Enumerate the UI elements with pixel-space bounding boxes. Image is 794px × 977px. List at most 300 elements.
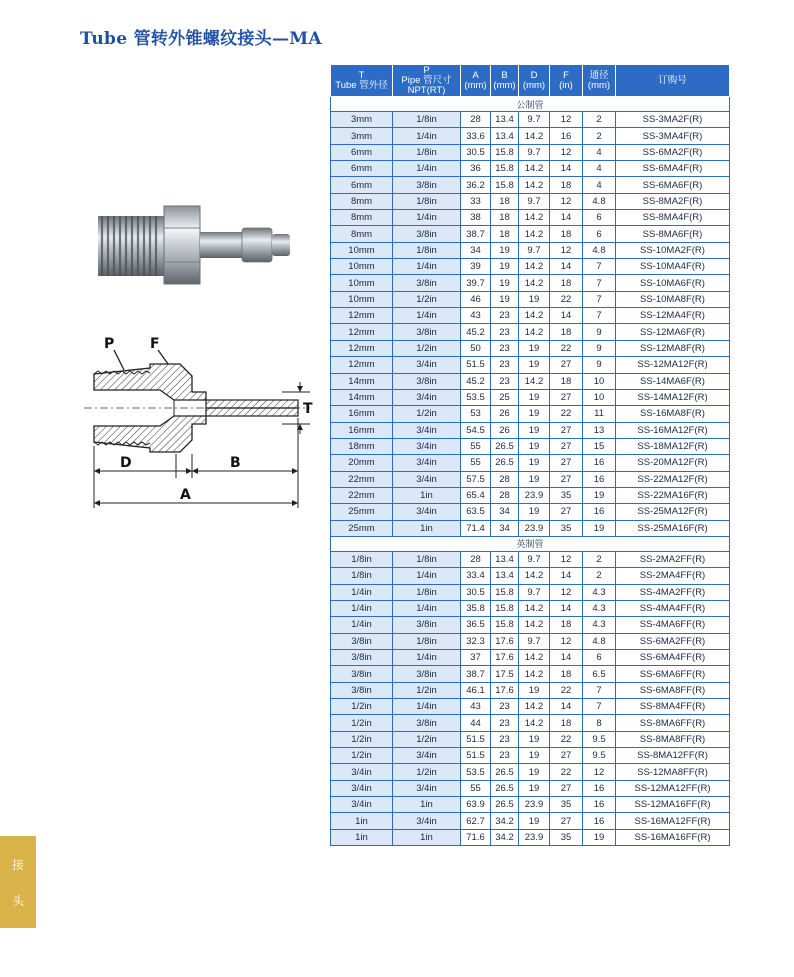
cell-tube-od: 12mm bbox=[331, 340, 393, 356]
cell-bore: 7 bbox=[583, 259, 616, 275]
cell-order-number: SS-10MA4F(R) bbox=[616, 259, 730, 275]
cell-bore: 2 bbox=[583, 112, 616, 128]
cell-dim-b: 15.8 bbox=[491, 161, 519, 177]
table-row bbox=[331, 438, 730, 454]
cell-order-number: SS-16MA12F(R) bbox=[616, 422, 730, 438]
cell-tube-od: 18mm bbox=[331, 438, 393, 454]
cell-order-number: SS-12MA16FF(R) bbox=[616, 797, 730, 813]
cell-dim-d: 19 bbox=[519, 455, 550, 471]
cell-dim-f: 35 bbox=[550, 829, 583, 845]
header-line: 订购号 bbox=[658, 74, 687, 86]
cell-pipe-size: 1in bbox=[393, 829, 461, 845]
cell-dim-a: 39 bbox=[461, 259, 491, 275]
cell-bore: 19 bbox=[583, 520, 616, 536]
cell-bore: 2 bbox=[583, 568, 616, 584]
table-row bbox=[331, 666, 730, 682]
cell-dim-f: 27 bbox=[550, 455, 583, 471]
cell-order-number: SS-8MA6F(R) bbox=[616, 226, 730, 242]
cell-dim-f: 35 bbox=[550, 487, 583, 503]
cell-order-number: SS-6MA4FF(R) bbox=[616, 650, 730, 666]
side-tab-char-1: 接 bbox=[11, 857, 24, 872]
fitting-photo bbox=[92, 196, 302, 286]
cell-tube-od: 3/8in bbox=[331, 682, 393, 698]
header-line: (mm) bbox=[587, 79, 611, 91]
cell-dim-b: 15.8 bbox=[491, 144, 519, 160]
cell-bore: 7 bbox=[583, 275, 616, 291]
table-row bbox=[331, 340, 730, 356]
cell-dim-d: 14.2 bbox=[519, 308, 550, 324]
header-line: (mm) bbox=[493, 79, 516, 91]
cell-pipe-size: 1in bbox=[393, 797, 461, 813]
cell-dim-d: 19 bbox=[519, 682, 550, 698]
cell-dim-f: 14 bbox=[550, 568, 583, 584]
cell-dim-f: 18 bbox=[550, 324, 583, 340]
label-a: A bbox=[180, 487, 191, 503]
cell-dim-b: 23 bbox=[491, 731, 519, 747]
side-category-tab bbox=[0, 836, 36, 928]
cell-dim-b: 26.5 bbox=[491, 764, 519, 780]
cell-pipe-size: 1/4in bbox=[393, 210, 461, 226]
cell-dim-d: 14.2 bbox=[519, 177, 550, 193]
cell-dim-f: 22 bbox=[550, 682, 583, 698]
cell-bore: 9.5 bbox=[583, 731, 616, 747]
cell-dim-a: 57.5 bbox=[461, 471, 491, 487]
table-row bbox=[331, 471, 730, 487]
cell-dim-d: 14.2 bbox=[519, 128, 550, 144]
cell-order-number: SS-18MA12F(R) bbox=[616, 438, 730, 454]
cell-dim-b: 18 bbox=[491, 226, 519, 242]
table-row bbox=[331, 389, 730, 405]
cell-pipe-size: 1/2in bbox=[393, 682, 461, 698]
cell-order-number: SS-8MA4F(R) bbox=[616, 210, 730, 226]
cell-tube-od: 3/8in bbox=[331, 650, 393, 666]
cell-dim-d: 14.2 bbox=[519, 715, 550, 731]
table-row bbox=[331, 551, 730, 567]
cell-bore: 4.3 bbox=[583, 600, 616, 616]
cell-order-number: SS-4MA6FF(R) bbox=[616, 617, 730, 633]
cell-order-number: SS-4MA4FF(R) bbox=[616, 600, 730, 616]
table-row bbox=[331, 275, 730, 291]
cell-tube-od: 8mm bbox=[331, 226, 393, 242]
cell-dim-b: 34.2 bbox=[491, 829, 519, 845]
cell-bore: 7 bbox=[583, 699, 616, 715]
header-bore bbox=[583, 65, 616, 97]
cell-pipe-size: 3/4in bbox=[393, 504, 461, 520]
cell-dim-b: 23 bbox=[491, 308, 519, 324]
cell-dim-f: 18 bbox=[550, 226, 583, 242]
cell-bore: 16 bbox=[583, 813, 616, 829]
cell-bore: 12 bbox=[583, 764, 616, 780]
cell-pipe-size: 3/8in bbox=[393, 275, 461, 291]
cell-dim-f: 27 bbox=[550, 813, 583, 829]
cell-pipe-size: 1/4in bbox=[393, 699, 461, 715]
cell-bore: 19 bbox=[583, 487, 616, 503]
cell-tube-od: 3/4in bbox=[331, 780, 393, 796]
header-line: B bbox=[501, 69, 508, 81]
cell-pipe-size: 3/4in bbox=[393, 748, 461, 764]
table-row bbox=[331, 813, 730, 829]
cell-dim-d: 19 bbox=[519, 422, 550, 438]
cell-dim-b: 23 bbox=[491, 324, 519, 340]
cell-dim-a: 71.4 bbox=[461, 520, 491, 536]
cell-pipe-size: 1in bbox=[393, 487, 461, 503]
cell-order-number: SS-16MA12FF(R) bbox=[616, 813, 730, 829]
cell-dim-f: 18 bbox=[550, 373, 583, 389]
cell-dim-a: 63.5 bbox=[461, 504, 491, 520]
cell-tube-od: 12mm bbox=[331, 308, 393, 324]
cell-dim-d: 14.2 bbox=[519, 650, 550, 666]
cell-dim-d: 19 bbox=[519, 813, 550, 829]
cell-tube-od: 12mm bbox=[331, 357, 393, 373]
cell-dim-a: 44 bbox=[461, 715, 491, 731]
cell-dim-b: 15.8 bbox=[491, 600, 519, 616]
cell-dim-a: 33.4 bbox=[461, 568, 491, 584]
cell-bore: 19 bbox=[583, 829, 616, 845]
cell-bore: 16 bbox=[583, 504, 616, 520]
cell-dim-b: 13.4 bbox=[491, 551, 519, 567]
cell-dim-f: 12 bbox=[550, 193, 583, 209]
cell-order-number: SS-14MA6F(R) bbox=[616, 373, 730, 389]
cell-order-number: SS-3MA2F(R) bbox=[616, 112, 730, 128]
header-order-number bbox=[616, 65, 730, 97]
cell-dim-b: 25 bbox=[491, 389, 519, 405]
table-row bbox=[331, 144, 730, 160]
cell-tube-od: 10mm bbox=[331, 242, 393, 258]
spec-table bbox=[330, 64, 730, 846]
cell-order-number: SS-16MA16FF(R) bbox=[616, 829, 730, 845]
table-row bbox=[331, 455, 730, 471]
cell-dim-d: 14.2 bbox=[519, 373, 550, 389]
cell-order-number: SS-25MA12F(R) bbox=[616, 504, 730, 520]
cell-pipe-size: 3/8in bbox=[393, 373, 461, 389]
header-tube-od bbox=[331, 65, 393, 97]
cell-pipe-size: 1/4in bbox=[393, 161, 461, 177]
cell-dim-b: 17.6 bbox=[491, 682, 519, 698]
cell-dim-b: 13.4 bbox=[491, 568, 519, 584]
cell-tube-od: 16mm bbox=[331, 406, 393, 422]
cell-dim-a: 51.5 bbox=[461, 731, 491, 747]
table-row bbox=[331, 829, 730, 845]
cell-tube-od: 22mm bbox=[331, 471, 393, 487]
cell-dim-b: 23 bbox=[491, 373, 519, 389]
cell-dim-f: 22 bbox=[550, 340, 583, 356]
header-line: A bbox=[472, 69, 479, 81]
cell-dim-f: 22 bbox=[550, 406, 583, 422]
header-dim-b bbox=[491, 65, 519, 97]
cell-tube-od: 10mm bbox=[331, 275, 393, 291]
table-row bbox=[331, 161, 730, 177]
cell-dim-a: 38.7 bbox=[461, 666, 491, 682]
cell-tube-od: 1in bbox=[331, 829, 393, 845]
cell-dim-b: 17.6 bbox=[491, 633, 519, 649]
cell-bore: 9 bbox=[583, 324, 616, 340]
cell-pipe-size: 3/4in bbox=[393, 357, 461, 373]
cell-dim-d: 14.2 bbox=[519, 568, 550, 584]
table-row bbox=[331, 177, 730, 193]
side-tab-char-2: 头 bbox=[11, 893, 24, 908]
cell-pipe-size: 3/8in bbox=[393, 324, 461, 340]
cell-bore: 9 bbox=[583, 340, 616, 356]
cell-dim-a: 32.3 bbox=[461, 633, 491, 649]
cell-tube-od: 6mm bbox=[331, 144, 393, 160]
table-row bbox=[331, 633, 730, 649]
cell-tube-od: 16mm bbox=[331, 422, 393, 438]
cell-dim-f: 18 bbox=[550, 275, 583, 291]
cell-bore: 6 bbox=[583, 210, 616, 226]
table-row bbox=[331, 780, 730, 796]
cell-bore: 4.8 bbox=[583, 633, 616, 649]
cell-pipe-size: 3/4in bbox=[393, 438, 461, 454]
header-dim-d bbox=[519, 65, 550, 97]
cell-tube-od: 14mm bbox=[331, 373, 393, 389]
cell-dim-d: 23.9 bbox=[519, 487, 550, 503]
cell-tube-od: 1/4in bbox=[331, 600, 393, 616]
cell-dim-d: 19 bbox=[519, 748, 550, 764]
cell-order-number: SS-6MA2F(R) bbox=[616, 144, 730, 160]
cell-dim-a: 28 bbox=[461, 112, 491, 128]
cell-bore: 7 bbox=[583, 682, 616, 698]
cell-order-number: SS-22MA16F(R) bbox=[616, 487, 730, 503]
cell-order-number: SS-6MA6FF(R) bbox=[616, 666, 730, 682]
cell-bore: 4.8 bbox=[583, 242, 616, 258]
cell-dim-a: 46 bbox=[461, 291, 491, 307]
cell-dim-f: 14 bbox=[550, 161, 583, 177]
header-line: Tube 管外径 bbox=[335, 79, 388, 91]
cell-pipe-size: 1/8in bbox=[393, 144, 461, 160]
cell-order-number: SS-14MA12F(R) bbox=[616, 389, 730, 405]
cell-dim-f: 12 bbox=[550, 633, 583, 649]
cell-dim-a: 33 bbox=[461, 193, 491, 209]
table-row bbox=[331, 487, 730, 503]
cell-bore: 4 bbox=[583, 161, 616, 177]
cell-dim-b: 23 bbox=[491, 715, 519, 731]
table-row bbox=[331, 682, 730, 698]
cell-bore: 4.8 bbox=[583, 193, 616, 209]
cell-dim-d: 19 bbox=[519, 780, 550, 796]
cell-dim-d: 23.9 bbox=[519, 829, 550, 845]
cell-dim-d: 14.2 bbox=[519, 161, 550, 177]
cell-dim-f: 35 bbox=[550, 520, 583, 536]
cell-bore: 16 bbox=[583, 471, 616, 487]
header-line: F bbox=[563, 69, 569, 81]
cell-pipe-size: 1/4in bbox=[393, 600, 461, 616]
table-row bbox=[331, 210, 730, 226]
cell-bore: 6 bbox=[583, 226, 616, 242]
cell-dim-d: 9.7 bbox=[519, 551, 550, 567]
cell-order-number: SS-6MA2FF(R) bbox=[616, 633, 730, 649]
cell-bore: 6.5 bbox=[583, 666, 616, 682]
cell-bore: 11 bbox=[583, 406, 616, 422]
table-row bbox=[331, 748, 730, 764]
cell-dim-d: 14.2 bbox=[519, 324, 550, 340]
cell-dim-d: 19 bbox=[519, 389, 550, 405]
cell-order-number: SS-12MA12F(R) bbox=[616, 357, 730, 373]
cell-order-number: SS-2MA4FF(R) bbox=[616, 568, 730, 584]
table-row bbox=[331, 373, 730, 389]
cell-tube-od: 6mm bbox=[331, 161, 393, 177]
cell-bore: 9.5 bbox=[583, 748, 616, 764]
header-line: NPT(RT) bbox=[407, 84, 446, 96]
cell-order-number: SS-8MA6FF(R) bbox=[616, 715, 730, 731]
cell-order-number: SS-20MA12F(R) bbox=[616, 455, 730, 471]
cell-order-number: SS-16MA8F(R) bbox=[616, 406, 730, 422]
table-row bbox=[331, 259, 730, 275]
cell-pipe-size: 1in bbox=[393, 520, 461, 536]
cell-dim-b: 23 bbox=[491, 699, 519, 715]
cell-pipe-size: 3/4in bbox=[393, 471, 461, 487]
table-row bbox=[331, 584, 730, 600]
cell-dim-b: 19 bbox=[491, 242, 519, 258]
cell-dim-f: 12 bbox=[550, 584, 583, 600]
cell-tube-od: 10mm bbox=[331, 291, 393, 307]
cell-pipe-size: 1/8in bbox=[393, 242, 461, 258]
table-row bbox=[331, 699, 730, 715]
cell-order-number: SS-10MA2F(R) bbox=[616, 242, 730, 258]
cell-dim-f: 27 bbox=[550, 504, 583, 520]
cell-bore: 10 bbox=[583, 373, 616, 389]
cell-order-number: SS-10MA6F(R) bbox=[616, 275, 730, 291]
table-row bbox=[331, 242, 730, 258]
label-b: B bbox=[230, 455, 241, 471]
cell-order-number: SS-12MA8F(R) bbox=[616, 340, 730, 356]
cell-pipe-size: 3/4in bbox=[393, 780, 461, 796]
cell-order-number: SS-2MA2FF(R) bbox=[616, 551, 730, 567]
cell-bore: 4 bbox=[583, 144, 616, 160]
cell-dim-a: 63.9 bbox=[461, 797, 491, 813]
dimension-drawing bbox=[70, 328, 330, 518]
cell-dim-f: 27 bbox=[550, 389, 583, 405]
cell-pipe-size: 3/4in bbox=[393, 455, 461, 471]
cell-dim-f: 14 bbox=[550, 308, 583, 324]
cell-tube-od: 1/4in bbox=[331, 617, 393, 633]
cell-dim-a: 30.5 bbox=[461, 584, 491, 600]
label-p: P bbox=[104, 336, 115, 352]
table-row bbox=[331, 422, 730, 438]
cell-pipe-size: 3/4in bbox=[393, 422, 461, 438]
cell-dim-a: 43 bbox=[461, 699, 491, 715]
cell-pipe-size: 3/4in bbox=[393, 813, 461, 829]
cell-tube-od: 3mm bbox=[331, 128, 393, 144]
header-line: (mm) bbox=[522, 79, 546, 91]
section-header-row bbox=[331, 536, 730, 551]
cell-bore: 16 bbox=[583, 780, 616, 796]
label-f: F bbox=[150, 336, 160, 352]
cell-pipe-size: 1/8in bbox=[393, 584, 461, 600]
cell-tube-od: 1in bbox=[331, 813, 393, 829]
cell-order-number: SS-8MA12FF(R) bbox=[616, 748, 730, 764]
cell-dim-d: 9.7 bbox=[519, 112, 550, 128]
cell-dim-a: 53 bbox=[461, 406, 491, 422]
cell-bore: 4.3 bbox=[583, 617, 616, 633]
cell-dim-f: 12 bbox=[550, 112, 583, 128]
cell-dim-a: 46.1 bbox=[461, 682, 491, 698]
cell-dim-f: 18 bbox=[550, 617, 583, 633]
cell-tube-od: 8mm bbox=[331, 210, 393, 226]
cell-tube-od: 1/2in bbox=[331, 699, 393, 715]
cell-dim-f: 14 bbox=[550, 650, 583, 666]
table-row bbox=[331, 291, 730, 307]
table-header bbox=[331, 65, 730, 97]
cell-dim-d: 9.7 bbox=[519, 633, 550, 649]
cell-bore: 2 bbox=[583, 551, 616, 567]
cell-dim-b: 26 bbox=[491, 406, 519, 422]
cell-pipe-size: 1/2in bbox=[393, 731, 461, 747]
cell-tube-od: 1/8in bbox=[331, 568, 393, 584]
cell-dim-a: 34 bbox=[461, 242, 491, 258]
header-line: T bbox=[358, 69, 365, 81]
table-row bbox=[331, 650, 730, 666]
table-row bbox=[331, 193, 730, 209]
cell-dim-a: 51.5 bbox=[461, 748, 491, 764]
cell-bore: 6 bbox=[583, 650, 616, 666]
cell-dim-a: 65.4 bbox=[461, 487, 491, 503]
cell-dim-a: 53.5 bbox=[461, 389, 491, 405]
table-row bbox=[331, 504, 730, 520]
cell-dim-b: 26.5 bbox=[491, 438, 519, 454]
cell-dim-d: 19 bbox=[519, 291, 550, 307]
cell-tube-od: 3/4in bbox=[331, 797, 393, 813]
header-line: (in) bbox=[559, 79, 573, 91]
cell-dim-d: 14.2 bbox=[519, 210, 550, 226]
cell-dim-f: 14 bbox=[550, 600, 583, 616]
cell-dim-b: 26.5 bbox=[491, 455, 519, 471]
cell-dim-a: 50 bbox=[461, 340, 491, 356]
cell-bore: 13 bbox=[583, 422, 616, 438]
cell-tube-od: 25mm bbox=[331, 504, 393, 520]
cell-tube-od: 12mm bbox=[331, 324, 393, 340]
cell-order-number: SS-12MA12FF(R) bbox=[616, 780, 730, 796]
cell-dim-a: 55 bbox=[461, 438, 491, 454]
cell-dim-b: 15.8 bbox=[491, 617, 519, 633]
cell-pipe-size: 1/4in bbox=[393, 568, 461, 584]
cell-dim-f: 27 bbox=[550, 748, 583, 764]
table-row bbox=[331, 226, 730, 242]
cell-bore: 7 bbox=[583, 291, 616, 307]
cell-tube-od: 20mm bbox=[331, 455, 393, 471]
cell-dim-a: 35.8 bbox=[461, 600, 491, 616]
cell-dim-f: 16 bbox=[550, 128, 583, 144]
cell-tube-od: 3/8in bbox=[331, 633, 393, 649]
cell-order-number: SS-6MA8FF(R) bbox=[616, 682, 730, 698]
cell-dim-d: 19 bbox=[519, 731, 550, 747]
cell-order-number: SS-12MA4F(R) bbox=[616, 308, 730, 324]
cell-bore: 16 bbox=[583, 797, 616, 813]
cell-dim-b: 26 bbox=[491, 422, 519, 438]
cell-dim-a: 36.5 bbox=[461, 617, 491, 633]
cell-dim-b: 13.4 bbox=[491, 112, 519, 128]
header-dim-f bbox=[550, 65, 583, 97]
cell-dim-f: 12 bbox=[550, 144, 583, 160]
cell-tube-od: 1/2in bbox=[331, 715, 393, 731]
table-row bbox=[331, 568, 730, 584]
cell-pipe-size: 3/8in bbox=[393, 177, 461, 193]
section-label: 英制管 bbox=[331, 536, 730, 551]
cell-dim-a: 37 bbox=[461, 650, 491, 666]
cell-dim-b: 26.5 bbox=[491, 797, 519, 813]
cell-pipe-size: 1/4in bbox=[393, 650, 461, 666]
cell-dim-a: 33.6 bbox=[461, 128, 491, 144]
cell-dim-d: 14.2 bbox=[519, 699, 550, 715]
cell-dim-b: 17.6 bbox=[491, 650, 519, 666]
cell-dim-b: 23 bbox=[491, 357, 519, 373]
cell-tube-od: 22mm bbox=[331, 487, 393, 503]
header-line: Pipe 管尺寸 bbox=[401, 74, 452, 86]
cell-order-number: SS-25MA16F(R) bbox=[616, 520, 730, 536]
cell-dim-f: 27 bbox=[550, 422, 583, 438]
cell-dim-f: 22 bbox=[550, 764, 583, 780]
cell-bore: 10 bbox=[583, 389, 616, 405]
table-row bbox=[331, 797, 730, 813]
